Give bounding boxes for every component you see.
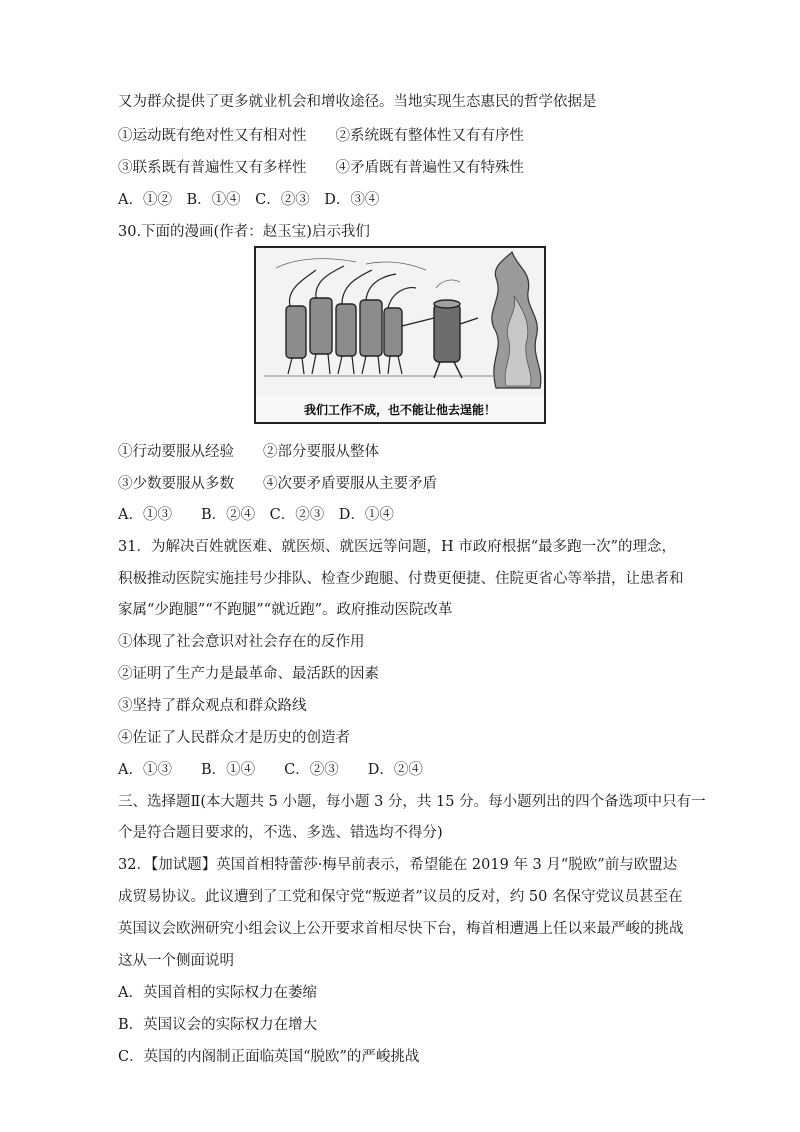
- q31-stem-1: 31．为解决百姓就医难、就医烦、就医远等问题，H 市政府根据“最多跑一次”的理念，: [118, 539, 677, 555]
- q30-statements-1: ①行动要服从经验 ②部分要服从整体: [118, 444, 379, 460]
- q29-statements-1: ①运动既有绝对性又有相对性 ②系统既有整体性又有有序性: [118, 128, 524, 144]
- cartoon-image: [254, 246, 546, 424]
- q32-option-b: B．英国议会的实际权力在增大: [118, 1017, 318, 1033]
- q30-choices: A．①③ B．②④ C．②③ D．①④: [118, 507, 394, 523]
- q32-option-c: C．英国的内阁制正面临英国“脱欧”的严峻挑战: [118, 1049, 420, 1065]
- q29-stem-tail: 又为群众提供了更多就业机会和增收途径。当地实现生态惠民的哲学依据是: [118, 94, 597, 110]
- q31-choices: A．①③ B．①④ C．②③ D．②④: [118, 762, 423, 778]
- q32-stem-1: 32．【加试题】英国首相特蕾莎·梅早前表示，希望能在 2019 年 3 月“脱欧”前与欧盟达: [118, 857, 678, 873]
- q29-choices: A．①② B．①④ C．②③ D．③④: [118, 192, 380, 208]
- section-3-heading-1: 三、选择题Ⅱ(本大题共 5 小题，每小题 3 分，共 15 分。每小题列出的四个备选项中只有一: [118, 794, 706, 810]
- q29-statements-2: ③联系既有普遍性又有多样性 ④矛盾既有普遍性又有特殊性: [118, 160, 524, 176]
- q31-stem-3: 家属“少跑腿”“不跑腿”“就近跑”。政府推动医院改革: [118, 602, 453, 618]
- cartoon-drawing: [256, 248, 544, 398]
- q32-option-a: A．英国首相的实际权力在萎缩: [118, 985, 317, 1001]
- q32-stem-4: 这从一个侧面说明: [118, 953, 234, 969]
- q32-stem-3: 英国议会欧洲研究小组会议上公开要求首相尽快下台，梅首相遭遇上任以来最严峻的挑战: [118, 921, 684, 937]
- section-3-heading-2: 个是符合题目要求的，不选、多选、错选均不得分): [118, 825, 443, 841]
- q31-statement-4: ④佐证了人民群众才是历史的创造者: [118, 730, 350, 746]
- q31-stem-2: 积极推动医院实施挂号少排队、检查少跑腿、付费更便捷、住院更省心等举措，让患者和: [118, 571, 684, 587]
- cartoon-caption: 我们工作不成，也不能让他去逞能！: [256, 396, 544, 422]
- q31-statement-1: ①体现了社会意识对社会存在的反作用: [118, 634, 365, 650]
- q31-statement-2: ②证明了生产力是最革命、最活跃的因素: [118, 666, 379, 682]
- q30-stem: 30.下面的漫画(作者：赵玉宝)启示我们: [118, 224, 370, 240]
- q30-statements-2: ③少数要服从多数 ④次要矛盾要服从主要矛盾: [118, 476, 437, 492]
- q31-statement-3: ③坚持了群众观点和群众路线: [118, 698, 307, 714]
- q32-stem-2: 成贸易协议。此议遭到了工党和保守党“叛逆者”议员的反对，约 50 名保守党议员甚至在: [118, 889, 683, 905]
